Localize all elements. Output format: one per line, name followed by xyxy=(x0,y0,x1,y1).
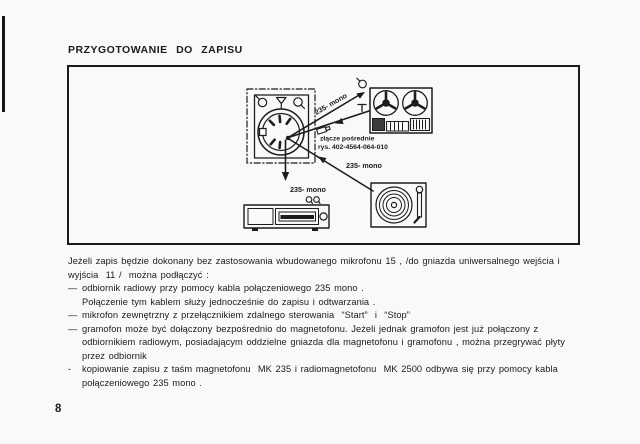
tape-recorder-icon xyxy=(370,88,432,133)
radio-receiver-icon xyxy=(244,205,329,231)
intermediate-connector-label-1: złącze pośrednie xyxy=(320,135,375,143)
cable-label-radio: 235- mono xyxy=(290,185,326,194)
page-title: PRZYGOTOWANIE DO ZAPISU xyxy=(68,44,243,56)
bullet-dash: - xyxy=(68,364,72,374)
list-item-text: odbiornik radiowy przy pomocy kabla połączeniowego 235 mono . xyxy=(82,283,364,293)
intro-paragraph: Jeżeli zapis będzie dokonany bez zastosowania wbudowanego mikrofonu 15 , /do gniazda uniwersalnego wejścia i wyjścia 11 / można podłączyć : xyxy=(68,256,564,280)
arrowhead xyxy=(282,172,289,181)
list-item xyxy=(68,323,580,364)
list-item-text: mikrofon zewnętrzny z przełącznikiem zdalnego sterowania “Start” i “Stop” xyxy=(82,310,410,320)
intermediate-connector-label-2: rys. 402-4564-064-010 xyxy=(318,144,388,151)
bullet-dash: — xyxy=(68,310,78,320)
body-text xyxy=(68,255,580,390)
din-panel xyxy=(247,89,315,163)
tonearm xyxy=(415,186,423,222)
radio-symbol-icon xyxy=(358,105,366,112)
list-item-text: gramofon może być dołączony bezpośrednio do magnetofonu. Jeżeli jednak gramofon jest już połączony z odbiornikiem radiowym, posiadającym oddzielne gniazda dla magnetofonu i gramofonu , można przegrywać płyty przez odbiornik xyxy=(82,323,569,361)
list-item-text: kopiowanie zapisu z taśm magnetofonu MK 235 i radiomagnetofonu MK 2500 odbywa się przy pomocy kabla połączeniowego 235 mono . xyxy=(82,364,562,388)
phono-symbol-icon xyxy=(294,98,305,109)
microphone-symbol-icon xyxy=(256,96,267,107)
phono-symbol-pair-icon xyxy=(306,197,320,204)
arrowhead xyxy=(357,92,366,99)
bullet-dash: — xyxy=(68,323,78,334)
list-item xyxy=(68,363,580,390)
cable-label-turntable: 235- mono xyxy=(346,161,382,170)
turntable-icon xyxy=(371,183,426,227)
bullet-dash: — xyxy=(68,283,78,293)
list-item xyxy=(68,282,580,309)
list-item-extra-text: Połączenie tym kablem służy jednocześnie do zapisu i odtwarzania . xyxy=(82,296,376,307)
scan-edge-artifact xyxy=(2,16,5,112)
cable-label-tape-out: 235- mono xyxy=(312,90,349,117)
connection-diagram xyxy=(69,67,578,243)
amplifier-symbol-icon xyxy=(277,98,287,109)
list-item xyxy=(68,309,580,323)
microphone-symbol-small-icon xyxy=(357,78,367,88)
page-number: 8 xyxy=(55,403,62,415)
connection-diagram-figure xyxy=(67,65,580,245)
